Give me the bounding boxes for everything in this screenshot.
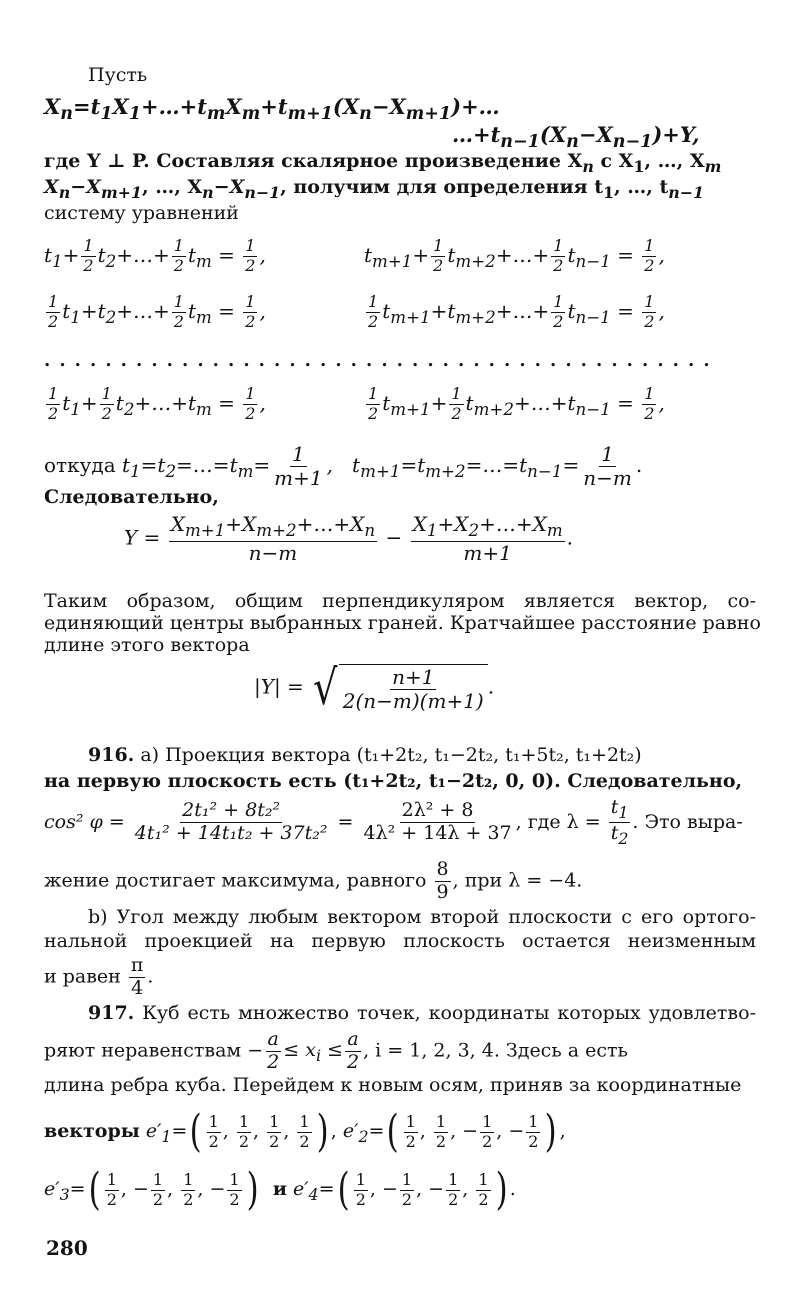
vector-line: $e'_3=$( $\frac{1}{2}$ , − $\frac{1}{2}$ , $\frac{1}{2}$ , − $\frac{1}{2}$ ) и $e'_4=$( $\frac{1}{2}$ , − $\frac{1}{2}$ , − $\frac{1}{2}$ , $\frac{1}{2}$ ) .: [44, 1164, 516, 1215]
text-line: и равен $\frac{\pi}{4}$ .: [44, 954, 154, 999]
text-line: длина ребра куба. Перейдем к новым осям, приняв за координатные: [44, 1074, 742, 1096]
system-row: $\frac{1}{2}$ $t_1+$ $\frac{1}{2}$ $t_2+\dots+t_m$ = $\frac{1}{2}$ ,: [48, 384, 266, 423]
solution-line: откуда $t_1=t_2=\dots=t_m=$ $\frac{1}{m+1}$ , $t_{m+1}=t_{m+2}=\dots=t_{n-1}=$ $\frac{1}{n-m}$ .: [44, 442, 643, 490]
text-line: где Y ⊥ P. Составляя скалярное произведение $X_n$ с $X_1$, …, $X_m$: [44, 150, 722, 176]
equation: Y = $\frac{X_{m+1}+X_{m+2}+\dots+X_n}{n-m}$ − $\frac{X_1+X_2+\dots+X_m}{m+1}$ .: [124, 512, 574, 565]
text-line: на первую плоскость есть (t₁+2t₂, t₁−2t₂, 0, 0). Следовательно,: [44, 770, 743, 792]
equation: |Y| = √ $\frac{n+1}{2(n-m)(m+1)}$ .: [254, 660, 495, 716]
text-line: систему уравнений: [44, 202, 239, 224]
text-line: Следовательно,: [44, 486, 219, 508]
text-line: жение достигает максимума, равного $\frac{8}{9}$ , при λ = −4.: [44, 858, 583, 903]
paragraph-line: Таким образом, общим перпендикуляром является вектор, со-: [44, 590, 756, 612]
text-line: ряют неравенствам − $\frac{a}{2}$ ≤ $x_i$ ≤ $\frac{a}{2}$ , i = 1, 2, 3, 4. Здесь a есть: [44, 1028, 628, 1073]
text-line: b) Угол между любым вектором второй плоскости с его ортого-: [88, 906, 756, 928]
system-row: $\frac{1}{2}$ $t_{m+1}+t_{m+2}+\dots+$ $\frac{1}{2}$ $t_{n-1}$ = $\frac{1}{2}$ ,: [368, 292, 665, 331]
system-row: $\frac{1}{2}$ $t_1+t_2+\dots+$ $\frac{1}{2}$ $t_m$ = $\frac{1}{2}$ ,: [48, 292, 266, 331]
text-line: $X_n-X_{m+1}$, …, $X_n-X_{n-1}$, получим для определения $t_1$, …, $t_{n-1}$: [44, 176, 705, 202]
equation: $\dots+t_{n-1}(X_n-X_{n-1})+Y$,: [452, 122, 700, 153]
problem-916: 916. а) Проекция вектора (t₁+2t₂, t₁−2t₂, t₁+5t₂, t₁+2t₂): [88, 744, 642, 766]
system-row: $t_1+$ $\frac{1}{2}$ $t_2+\dots+$ $\frac{1}{2}$ $t_m$ = $\frac{1}{2}$ ,: [44, 236, 266, 275]
equation: $X_n=t_1X_1+\dots+t_mX_m+t_{m+1}(X_n-X_{m+1})+\dots$: [44, 94, 500, 125]
vector-line: векторы $e'_1=$( $\frac{1}{2}$ , $\frac{1}{2}$ , $\frac{1}{2}$ , $\frac{1}{2}$ ) , $e'_2=$( $\frac{1}{2}$ , $\frac{1}{2}$ , − $\frac{1}{2}$ , − $\frac{1}{2}$ ) ,: [44, 1106, 566, 1157]
equation: cos² φ = $\frac{\text{2t₁² + 8t₂²}}{\text{4t₁² + 14t₁t₂ + 37t₂²}}$ = $\frac{\text{2λ² + 8}}{\text{4λ² + 14λ + 37}}$ , где λ = $\frac{t_1}{t_2}$ . Это выра-: [44, 796, 743, 849]
paragraph-line: единяющий центры выбранных граней. Кратчайшее расстояние равно: [44, 612, 761, 634]
text-line: нальной проекцией на первую плоскость остается неизменным: [44, 930, 756, 952]
problem-917: 917. Куб есть множество точек, координаты которых удовлетво-: [88, 1002, 756, 1024]
page: [44, 0, 761, 1310]
text-line: Пусть: [88, 64, 148, 86]
system-row: $t_{m+1}+$ $\frac{1}{2}$ $t_{m+2}+\dots+$ $\frac{1}{2}$ $t_{n-1}$ = $\frac{1}{2}$ ,: [364, 236, 665, 275]
system-row: $\frac{1}{2}$ $t_{m+1}+$ $\frac{1}{2}$ $t_{m+2}+\dots+t_{n-1}$ = $\frac{1}{2}$ ,: [368, 384, 665, 423]
ellipsis-row: . . . . . . . . . . . . . . . . . . . . . . . . . . . . . . . . . . . . . . . . . . . .: [44, 350, 711, 371]
page-number: 280: [46, 1236, 88, 1260]
paragraph-line: длине этого вектора: [44, 634, 250, 656]
